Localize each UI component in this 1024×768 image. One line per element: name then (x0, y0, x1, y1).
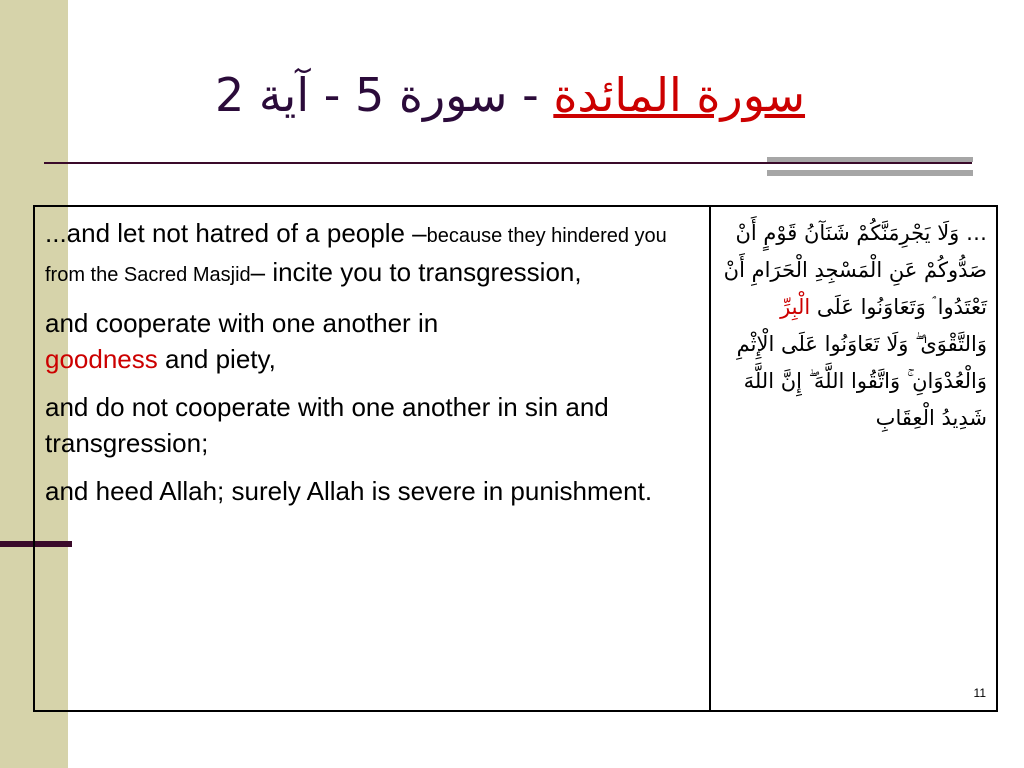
column-divider (709, 207, 711, 710)
arabic-verse-part-1: … وَلَا يَجْرِمَنَّكُمْ شَنَآنُ قَوْمٍ أَنْ صَدُّوكُمْ عَنِ الْمَسْجِدِ الْحَرَامِ أَنْ تَعْتَدُوا ۘ وَتَعَاوَنُوا عَلَى (723, 221, 987, 319)
title-surah-ayah: - سورة 5 - آية 2 (214, 68, 554, 122)
english-paragraph-3: and do not cooperate with one another in sin and transgression; (45, 392, 609, 458)
english-p1-parenthetical: because they hindered you from the Sacred Masjid (45, 225, 667, 286)
english-translation (45, 215, 697, 521)
arabic-verse (721, 215, 987, 437)
english-paragraph-1 (45, 215, 697, 293)
english-p2-highlight: goodness (45, 344, 158, 374)
english-paragraph-2 (45, 305, 697, 377)
english-p1-end: – incite you to transgression, (250, 257, 582, 287)
title-rule-accent-top (767, 157, 973, 162)
english-p2-end: and piety, (157, 344, 276, 374)
english-paragraph-4: and heed Allah; surely Allah is severe in punishment. (45, 476, 653, 506)
slide-title (160, 62, 860, 132)
page-number: 11 (973, 686, 986, 700)
title-rule (44, 162, 972, 164)
english-p1-start: ...and let not hatred of a people – (45, 218, 427, 248)
verse-table (33, 205, 998, 712)
english-p2-start: and cooperate with one another in (45, 308, 439, 338)
title-surah-name: سورة المائدة (553, 68, 806, 122)
arabic-verse-part-2: وَالتَّقْوَىٰ ۖ وَلَا تَعَاوَنُوا عَلَى الْإِثْمِ وَالْعُدْوَانِ ۚ وَاتَّقُوا اللَّهَ ۖ إِنَّ اللَّهَ شَدِيدُ الْعِقَابِ (736, 332, 987, 430)
arabic-verse-highlight: الْبِرِّ (780, 295, 811, 319)
title-rule-accent-bottom (767, 170, 973, 176)
